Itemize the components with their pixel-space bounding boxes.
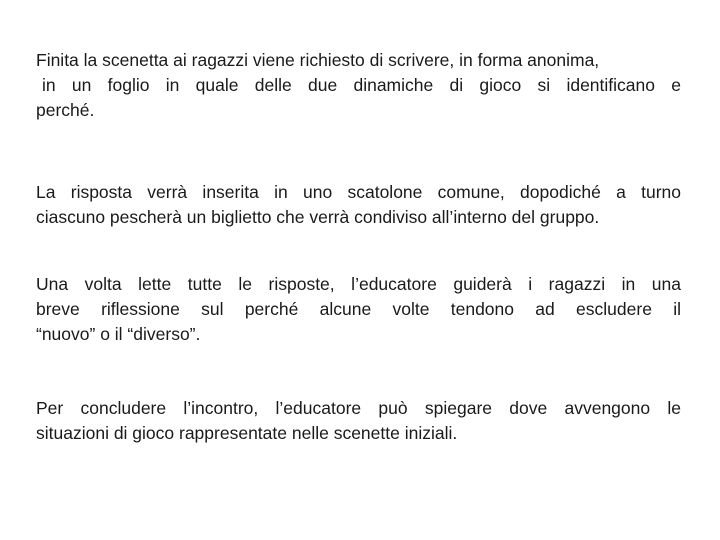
paragraph-instructions (36, 48, 681, 123)
paragraph-line: ciascuno pescherà un biglietto che verrà condiviso all’interno del gruppo. (36, 207, 600, 227)
paragraph-line: “nuovo” o il “diverso”. (36, 324, 201, 344)
paragraph-line: Una volta lette tutte le risposte, l’educatore guiderà i ragazzi in una (36, 274, 681, 294)
paragraph-line: situazioni di gioco rappresentate nelle scenette iniziali. (36, 423, 458, 443)
paragraph-line: perché. (36, 100, 95, 120)
paragraph-line: in un foglio in quale delle due dinamiche di gioco si identificano e (42, 75, 681, 95)
paragraph-line: breve riflessione sul perché alcune volte tendono ad escludere il (36, 299, 681, 319)
paragraph-conclusion (36, 396, 681, 446)
paragraph-answer-box (36, 180, 681, 230)
paragraph-line: Finita la scenetta ai ragazzi viene richiesto di scrivere, in forma anonima, (36, 50, 600, 70)
paragraph-reflection (36, 272, 681, 347)
paragraph-line: La risposta verrà inserita in uno scatolone comune, dopodiché a turno (36, 182, 681, 202)
paragraph-line: Per concludere l’incontro, l’educatore può spiegare dove avvengono le (36, 398, 681, 418)
